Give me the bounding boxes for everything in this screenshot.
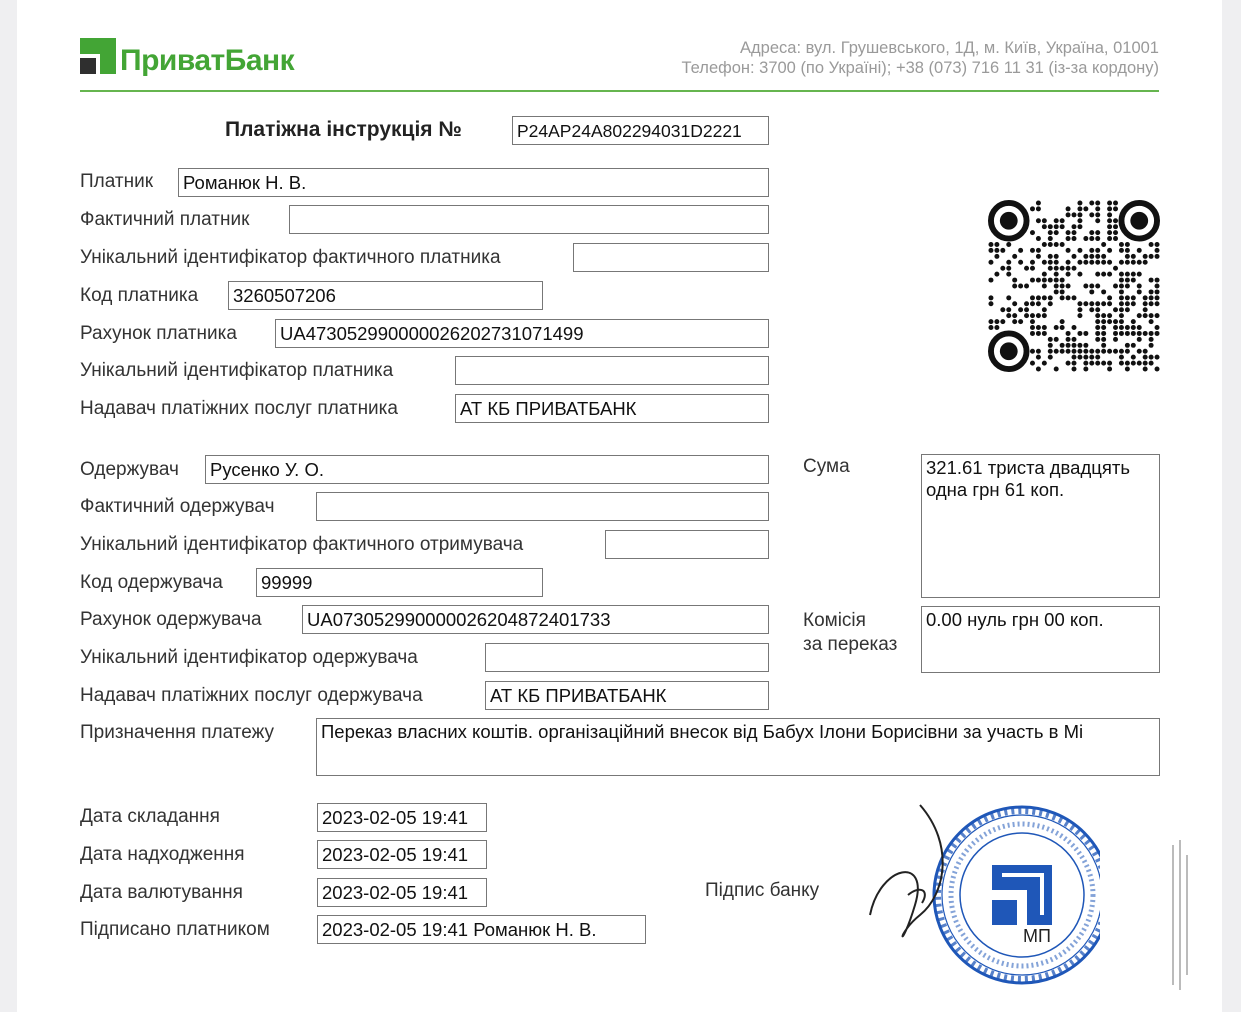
recipient-provider: АТ КБ ПРИВАТБАНК: [485, 681, 769, 710]
purpose-label: Призначення платежу: [80, 722, 274, 743]
bank-signature-label: Підпис банку: [705, 880, 820, 901]
recipient-name: Русенко У. О.: [205, 455, 769, 484]
signed-value: 2023-02-05 19:41 Романюк Н. В.: [317, 915, 646, 944]
created-date: 2023-02-05 19:41: [317, 803, 487, 832]
value-date: 2023-02-05 19:41: [317, 878, 487, 907]
brand-name: ПриватБанк: [120, 44, 295, 77]
received-date: 2023-02-05 19:41: [317, 840, 487, 869]
recipient-id-field: [485, 643, 769, 672]
commission-label-line2: за переказ: [803, 634, 898, 655]
payer-account-label: Рахунок платника: [80, 323, 237, 344]
payer-provider: АТ КБ ПРИВАТБАНК: [455, 394, 769, 423]
actual-payer-field: [289, 205, 769, 234]
amount-label: Сума: [803, 456, 850, 477]
recipient-account: UA073052990000026204872401733: [302, 605, 769, 634]
recipient-code: 99999: [256, 568, 543, 597]
recipient-label: Одержувач: [80, 459, 179, 480]
recipient-code-label: Код одержувача: [80, 572, 223, 593]
amount-value: 321.61 триста двадцять одна грн 61 коп.: [921, 454, 1160, 598]
recipient-provider-label: Надавач платіжних послуг одержувача: [80, 685, 423, 706]
received-date-label: Дата надходження: [80, 844, 245, 865]
qr-code: [988, 200, 1160, 372]
value-date-label: Дата валютування: [80, 882, 243, 903]
commission-value: 0.00 нуль грн 00 коп.: [921, 606, 1160, 673]
commission-label-line1: Комісія: [803, 610, 866, 631]
actual-payer-id-label: Унікальний ідентифікатор фактичного платника: [80, 247, 501, 268]
instruction-number: P24AP24A802294031D2221: [512, 116, 769, 145]
actual-payer-label: Фактичний платник: [80, 209, 250, 230]
bank-registration-note-icon: [1168, 835, 1196, 995]
bank-stamp-icon: [860, 795, 1100, 985]
actual-recipient-field: [316, 492, 769, 521]
payer-id-field: [455, 356, 769, 385]
payer-code-label: Код платника: [80, 285, 199, 306]
actual-recipient-id-field: [605, 530, 769, 559]
seal-place-label: МП: [1023, 926, 1051, 946]
bank-address: Адреса: вул. Грушевського, 1Д, м. Київ, Україна, 01001: [740, 39, 1159, 57]
document-title: Платіжна інструкція №: [225, 118, 462, 141]
commission-label: [803, 609, 897, 657]
recipient-account-label: Рахунок одержувача: [80, 609, 262, 630]
signed-label: Підписано платником: [80, 919, 270, 940]
bank-phone: Телефон: 3700 (по Україні); +38 (073) 716 11 31 (із-за кордону): [681, 59, 1159, 77]
actual-recipient-label: Фактичний одержувач: [80, 496, 275, 517]
payer-provider-label: Надавач платіжних послуг платника: [80, 398, 398, 419]
payer-id-label: Унікальний ідентифікатор платника: [80, 360, 394, 381]
privatbank-logo-icon: [80, 38, 116, 74]
payer-account: UA473052990000026202731071499: [275, 319, 769, 348]
actual-recipient-id-label: Унікальний ідентифікатор фактичного отримувача: [80, 534, 524, 555]
recipient-id-label: Унікальний ідентифікатор одержувача: [80, 647, 418, 668]
header-divider: [80, 90, 1159, 92]
created-date-label: Дата складання: [80, 806, 220, 827]
payer-name: Романюк Н. В.: [178, 168, 769, 197]
payer-label: Платник: [80, 171, 154, 192]
bank-contacts: [682, 38, 1159, 78]
payer-code: 3260507206: [228, 281, 543, 310]
actual-payer-id-field: [573, 243, 769, 272]
purpose-value: Переказ власних коштів. організаційний внесок від Бабух Ілони Борисівни за участь в Мі: [316, 718, 1160, 776]
